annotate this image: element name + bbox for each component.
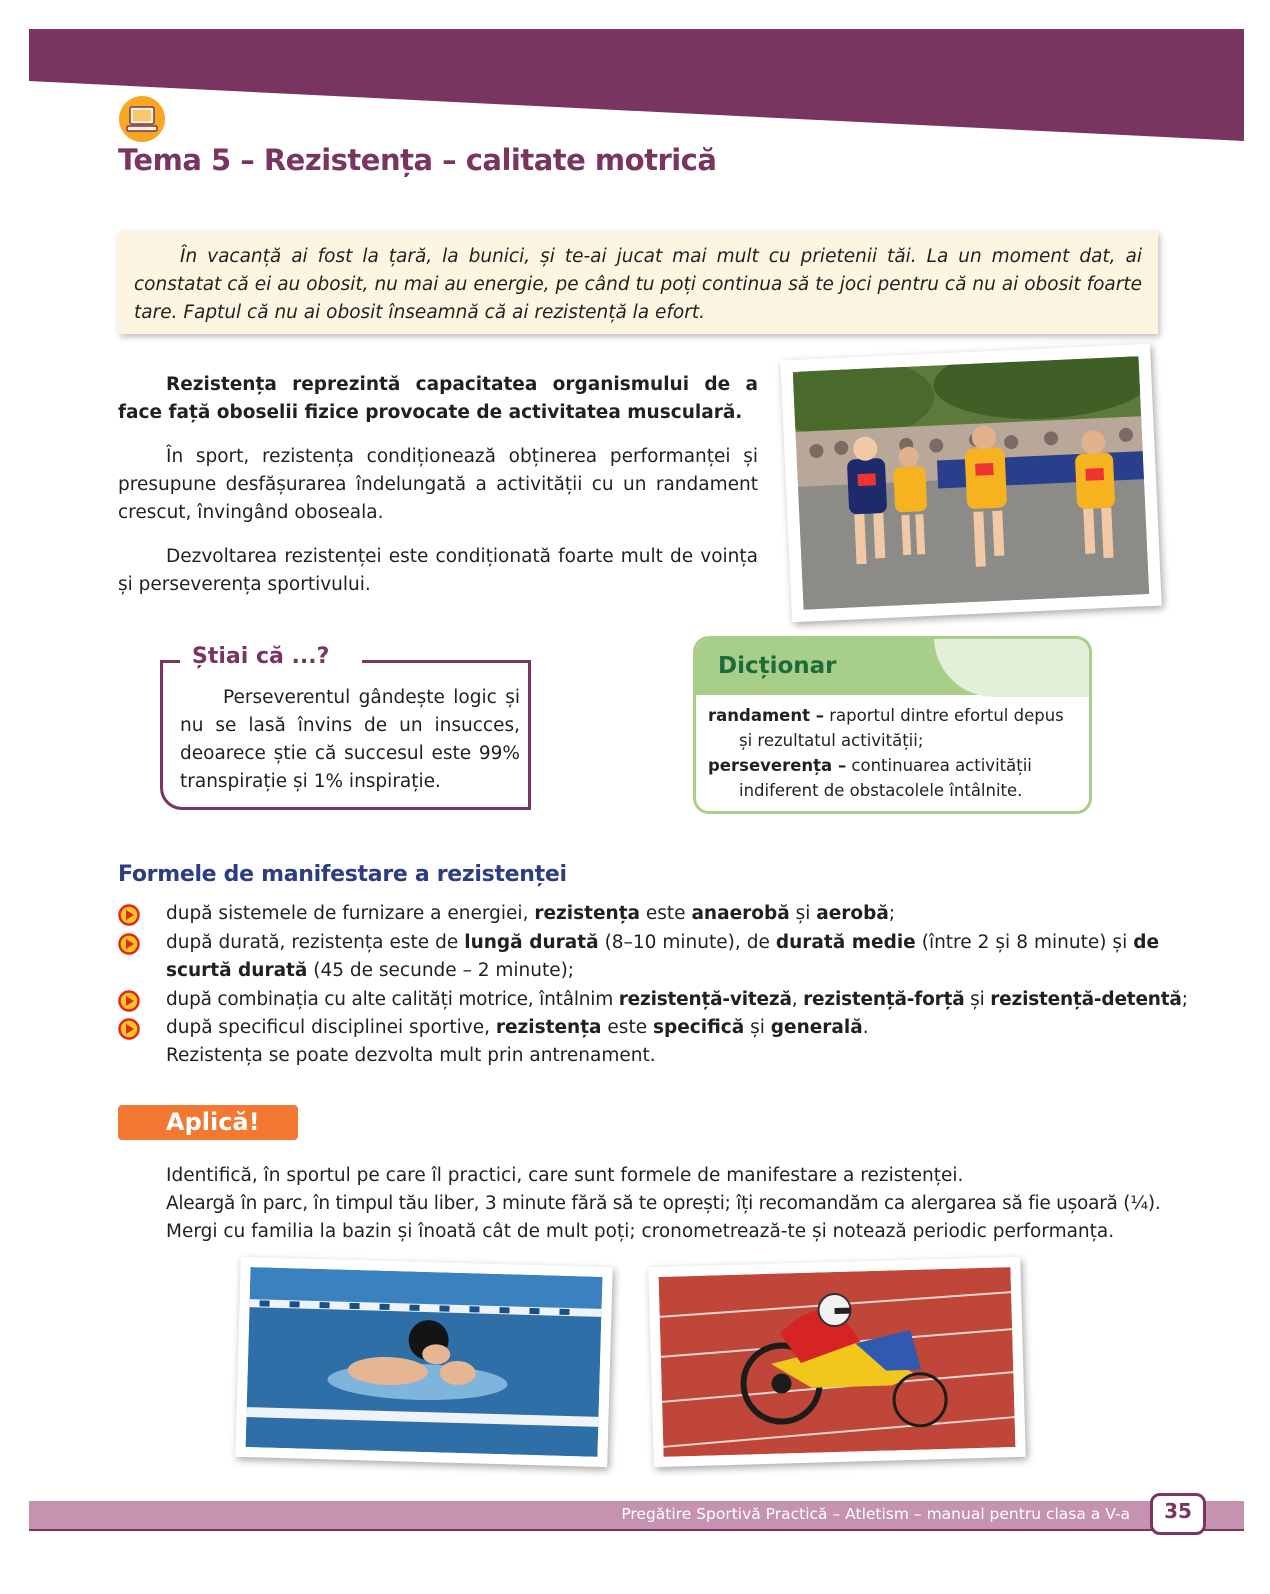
- dictionary-box: [693, 636, 1092, 814]
- sport-paragraph: În sport, rezistența condiționează obținerea performanței și presupune desfășurarea îndelungată a activității cu un randament crescut, învingând oboseala.: [118, 446, 758, 523]
- did-you-know-border-right: [362, 660, 531, 663]
- did-you-know-border-left: [160, 660, 180, 663]
- header-band: [29, 29, 1244, 141]
- dictionary-title: Dicționar: [718, 653, 837, 679]
- apply-label: Aplică!: [166, 1108, 260, 1136]
- forms-heading: Formele de manifestare a rezistenței: [118, 862, 567, 887]
- apply-line: Aleargă în parc, în timpul tău liber, 3 minute fără să te oprești; îți recomandăm ca alergarea să fie ușoară (¼).: [166, 1193, 1161, 1214]
- dictionary-entry: [708, 753, 1083, 803]
- intro-text: În vacanță ai fost la țară, la bunici, și te-ai jucat mai mult cu prietenii tăi. La un moment dat, ai constatat că ei au obosit, nu mai au energie, pe când tu poți continua să te joci pentru că nu ai obosit foarte tare. Faptul că nu ai obosit înseamnă că ai rezistență la efort.: [134, 246, 1142, 323]
- dictionary-entries: [708, 703, 1083, 803]
- dictionary-header-decoration: [934, 636, 1092, 697]
- bullet-icon: [118, 1018, 140, 1040]
- dictionary-definition-cont: și rezultatul activității;: [739, 731, 924, 750]
- form-item-specific: după specificul disciplinei sportive, rezistența este specifică și generală.: [166, 1017, 869, 1038]
- dictionary-definition: continuarea activității: [846, 756, 1032, 775]
- forms-closing: Rezistența se poate dezvolta mult prin antrenament.: [166, 1045, 656, 1066]
- dictionary-definition-cont: indiferent de obstacolele întâlnite.: [739, 781, 1023, 800]
- development-paragraph: Dezvoltarea rezistenței este condiționată foarte mult de voința și perseverența sportivului.: [118, 546, 758, 595]
- wheelchair-athlete-photo: [648, 1257, 1025, 1467]
- runners-photo: [780, 344, 1162, 623]
- dictionary-definition: raportul dintre efortul depus: [823, 706, 1064, 725]
- did-you-know-text: Perseverentul gândește logic și nu se lasă învins de un insucces, deoarece știe că succesul este 99% transpirație și 1% inspirație.: [180, 687, 520, 792]
- form-item-energy: după sistemele de furnizare a energiei, rezistența este anaerobă și aerobă;: [166, 903, 896, 924]
- bullet-icon: [118, 933, 140, 955]
- dictionary-header: [696, 639, 1089, 695]
- bullet-icon: [118, 904, 140, 926]
- bullet-icon: [118, 990, 140, 1012]
- dictionary-entry: [708, 703, 1083, 753]
- footer-divider: [29, 1529, 1244, 1531]
- form-item-combination: după combinația cu alte calități motrice, întâlnim rezistență-viteză, rezistență-forță și rezistență-detentă;: [166, 989, 1188, 1010]
- footer-text: Pregătire Sportivă Practică – Atletism – manual pentru clasa a V-a: [621, 1505, 1130, 1523]
- intro-box: [118, 231, 1158, 334]
- apply-line: Mergi cu familia la bazin și înoată cât de mult poți; cronometrează-te și notează periodic performanța.: [166, 1221, 1115, 1242]
- page-title: Tema 5 – Rezistența – calitate motrică: [118, 143, 717, 177]
- swimmer-photo: [235, 1257, 612, 1467]
- form-item-duration: după durată, rezistența este de lungă durată (8–10 minute), de durată medie (între 2 și 8 minute) și de scurtă durată (45 de secunde – 2 minute);: [166, 932, 1160, 981]
- dictionary-term: perseverența –: [708, 756, 847, 775]
- did-you-know-title: Știai că ...?: [192, 644, 330, 669]
- page-number: 35: [1164, 1499, 1192, 1523]
- computer-icon: [118, 95, 166, 143]
- dictionary-term: randament –: [708, 706, 824, 725]
- apply-line: Identifică, în sportul pe care îl practici, care sunt formele de manifestare a rezistenței.: [166, 1165, 964, 1186]
- definition-paragraph: Rezistența reprezintă capacitatea organismului de a face față oboselii fizice provocate de activitatea musculară.: [118, 374, 758, 423]
